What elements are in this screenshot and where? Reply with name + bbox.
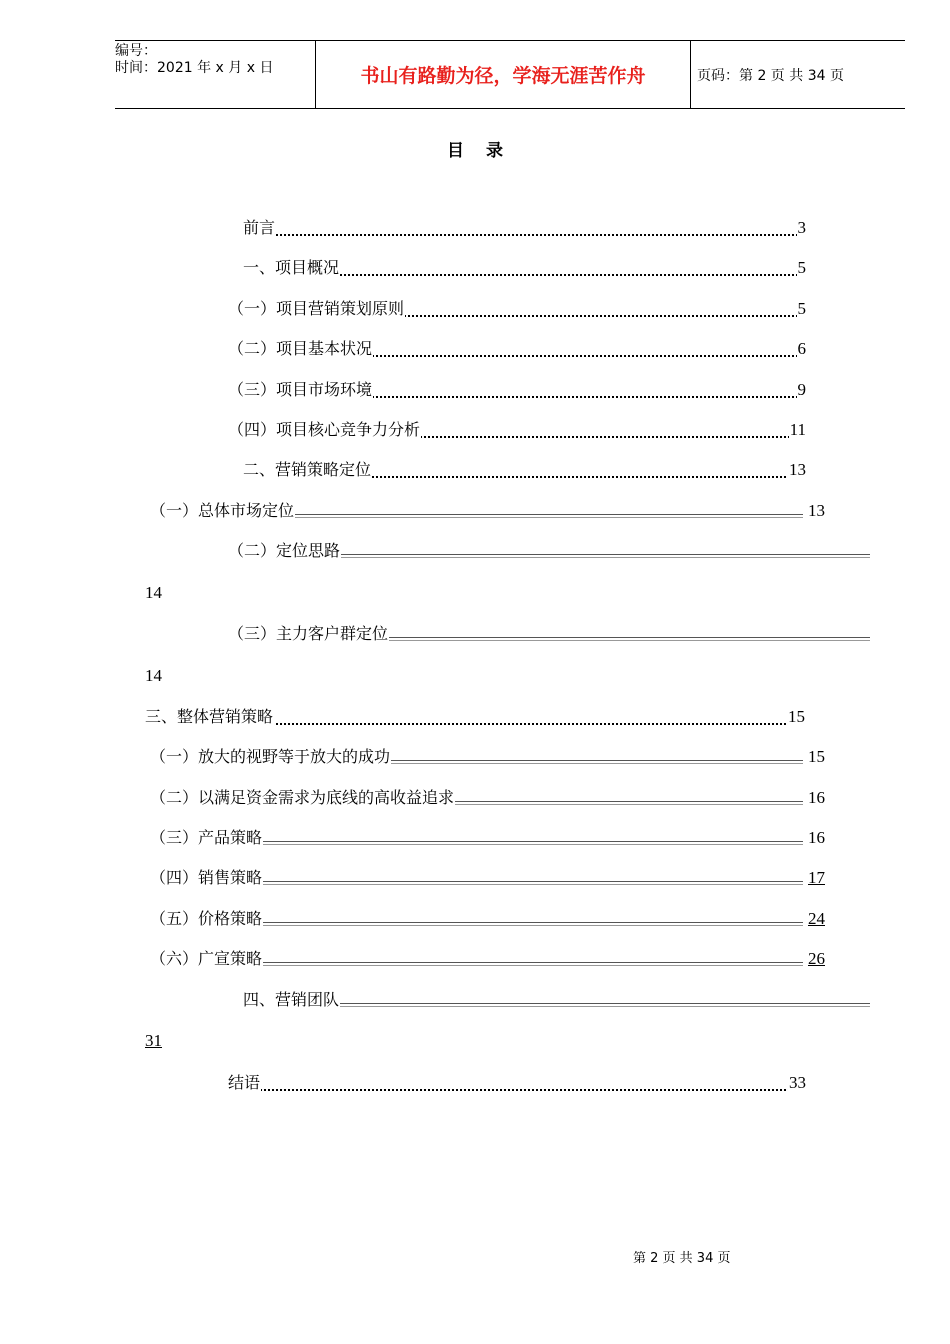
toc-entry[interactable]: （一）总体市场定位 13 [150, 499, 825, 523]
dot-leader [228, 1089, 806, 1091]
toc-entry[interactable]: （六）广宣策略 26 [150, 947, 825, 971]
toc-entry[interactable]: （三）产品策略 16 [150, 826, 825, 850]
toc-entry[interactable]: 三、整体营销策略 15 [145, 705, 805, 729]
toc-entry[interactable]: 结语 33 [228, 1071, 806, 1095]
time-label: 时间：2021 年 x 月 x 日 [115, 60, 274, 76]
toc-entry[interactable]: 一、项目概况 5 [243, 256, 806, 280]
toc-entry[interactable]: （一）放大的视野等于放大的成功 15 [150, 745, 825, 769]
toc-page-number: 14 [145, 583, 162, 602]
dot-leader [243, 234, 806, 236]
toc-entry[interactable]: （四）销售策略 17 [150, 866, 825, 890]
toc-page-number: 31 [145, 1031, 162, 1050]
toc-entry[interactable]: 前言 3 [243, 216, 806, 240]
header-motto: 书山有路勤为径，学海无涯苦作舟 [315, 41, 691, 108]
toc-entry[interactable]: （二）以满足资金需求为底线的高收益追求 16 [150, 786, 825, 810]
toc-entry[interactable]: （四）项目核心竞争力分析 11 [228, 418, 806, 442]
number-label: 编号： [115, 43, 157, 59]
toc-entry[interactable]: （五）价格策略 24 [150, 907, 825, 931]
toc-entry[interactable]: 四、营销团队 [243, 988, 870, 1012]
page-footer: 第 2 页 共 34 页 [633, 1251, 731, 1266]
toc-entry[interactable]: 二、营销策略定位 13 [243, 458, 806, 482]
toc-entry[interactable]: （三）主力客户群定位 [228, 622, 870, 646]
toc-entry[interactable]: （二）项目基本状况 6 [228, 337, 806, 361]
header-meta [115, 41, 315, 110]
toc-page-number: 14 [145, 666, 162, 685]
header-page-info: 页码：第 2 页 共 34 页 [697, 67, 844, 84]
toc-entry[interactable]: （二）定位思路 [228, 539, 870, 563]
page-title: 目录 [447, 141, 525, 161]
toc-entry[interactable]: （一）项目营销策划原则 5 [228, 297, 806, 321]
toc-entry[interactable]: （三）项目市场环境 9 [228, 378, 806, 402]
page-header [115, 40, 905, 109]
